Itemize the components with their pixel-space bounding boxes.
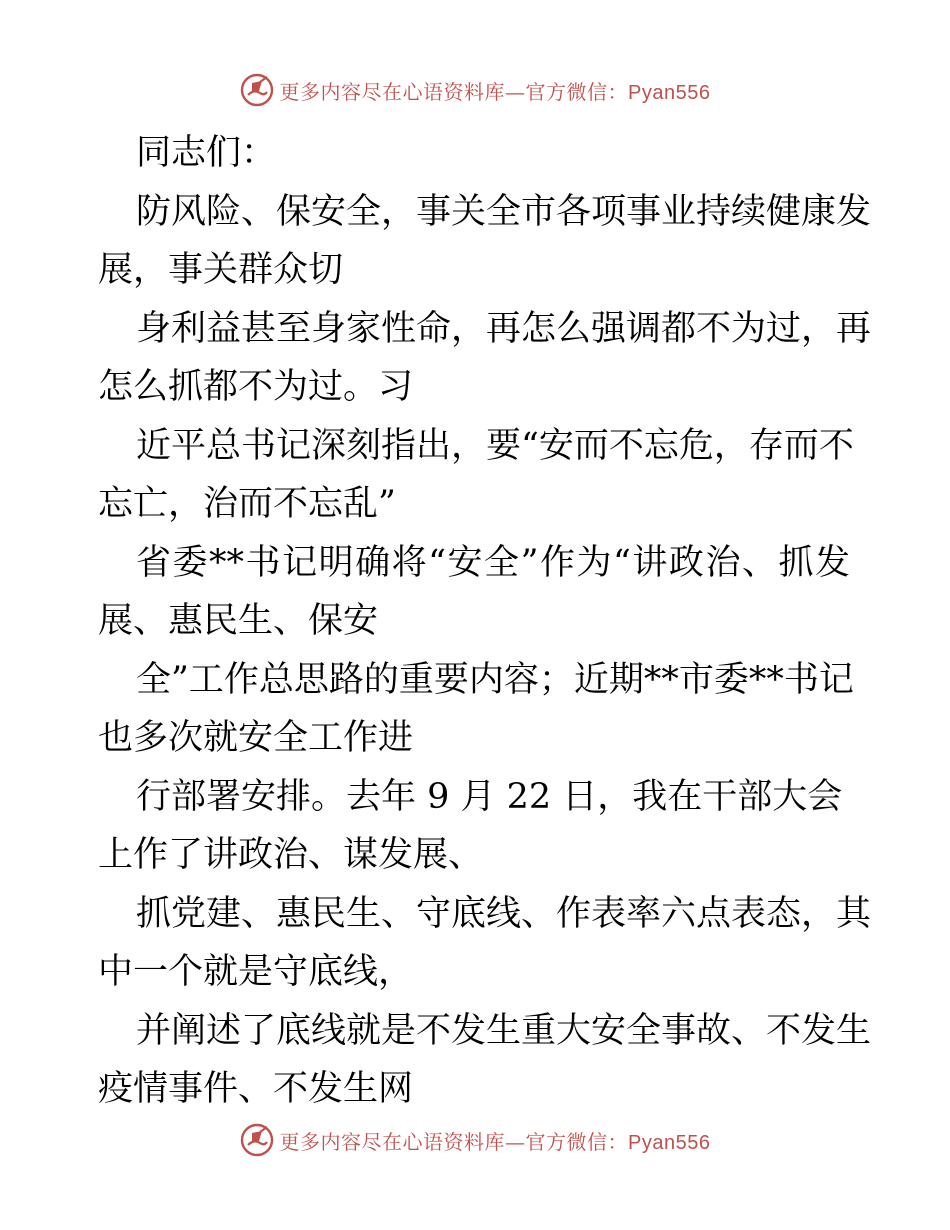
book-quill-logo-icon (240, 73, 274, 107)
footer-banner (0, 1120, 950, 1160)
footer-banner-wechat-id: Pyan556 (628, 1131, 711, 1154)
body-line: 同志们： (136, 133, 277, 173)
body-line: 防风险、保安全，事关全市各项事业持续健康发 (136, 191, 872, 232)
book-quill-logo-icon (240, 1123, 274, 1157)
document-body (98, 124, 872, 1119)
body-line: 怎么抓都不为过。习 (98, 367, 414, 407)
body-line: 中一个就是守底线， (98, 952, 414, 992)
body-line: 疫情事件、不发生网 (98, 1069, 414, 1109)
body-line: 近平总书记深刻指出，要“安而不忘危，存而不 (136, 425, 854, 466)
body-line: 展、惠民生、保安 (98, 601, 379, 641)
body-line: 忘亡，治而不忘乱” (98, 484, 396, 524)
body-line: 身利益甚至身家性命，再怎么强调都不为过，再 (136, 308, 872, 349)
header-banner-wechat-id: Pyan556 (628, 81, 711, 104)
header-banner-text-cn: 更多内容尽在心语资料库—官方微信： (279, 79, 629, 104)
body-line: 全”工作总思路的重要内容；近期**市委**书记 (136, 659, 854, 700)
body-line: 抓党建、惠民生、守底线、作表率六点表态，其 (136, 893, 872, 934)
footer-banner-text (280, 1126, 711, 1155)
footer-banner-text-cn: 更多内容尽在心语资料库—官方微信： (279, 1129, 629, 1154)
body-line: 展，事关群众切 (98, 250, 344, 290)
body-line: 省委**书记明确将“安全”作为“讲政治、抓发 (136, 542, 850, 583)
body-line: 也多次就安全工作进 (98, 718, 414, 758)
header-banner (0, 70, 950, 110)
body-line: 上作了讲政治、谋发展、 (98, 835, 484, 875)
body-line: 行部署安排。去年 9 月 22 日，我在干部大会 (136, 776, 843, 817)
header-banner-text (280, 76, 711, 105)
body-line: 并阐述了底线就是不发生重大安全事故、不发生 (136, 1010, 872, 1051)
